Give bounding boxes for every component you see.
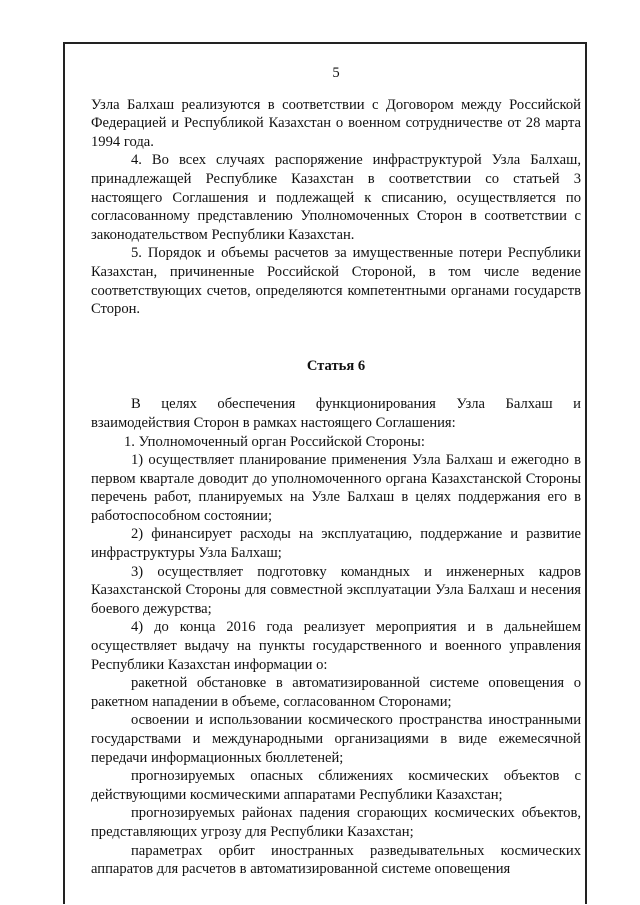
subpoint-2: 2) финансирует расходы на эксплуатацию, поддержание и развитие инфраструктуры Узла Балхаш; [91, 526, 581, 562]
article-heading: Статья 6 [306, 357, 366, 374]
paragraph-item-4: 4. Во всех случаях распоряжение инфраструктурой Узла Балхаш, принадлежащей Республике Казахстан в соответствии со статьей 3 настоящего Соглашения и подлежащей к списанию, осуществляется по согласованному представлению Уполномоченных Сторон в соответствии с законодательством Республики Казахстан. [91, 152, 581, 243]
info-item-fall-areas: прогнозируемых районах падения сгорающих космических объектов, представляющих угрозу для Республики Казахстан; [91, 805, 581, 840]
subpoint-3: 3) осуществляет подготовку командных и инженерных кадров Казахстанской Стороны для совместной эксплуатации Узла Балхаш и несения боевого дежурства; [91, 563, 581, 617]
paragraph-item-5: 5. Порядок и объемы расчетов за имущественные потери Республики Казахстан, причиненные Российской Стороной, в том числе ведение соответствующих счетов, определяются компетентными органами государств Сторон. [91, 245, 581, 318]
document-body [91, 64, 581, 879]
article-point-1: 1. Уполномоченный орган Российской Стороны: [124, 433, 425, 450]
paragraph-continuation: Узла Балхаш реализуются в соответствии с Договором между Российской Федерацией и Республикой Казахстан о военном сотрудничестве от 28 марта 1994 года. [91, 96, 581, 150]
subpoint-4: 4) до конца 2016 года реализует мероприятия и в дальнейшем осуществляет выдачу на пункты государственного и военного управления Республики Казахстан информации о: [91, 619, 581, 673]
subpoint-1: 1) осуществляет планирование применения Узла Балхаш и ежегодно в первом квартале доводит до уполномоченного органа Казахстанской Стороны перечень работ, планируемых на Узле Балхаш в целях поддержания его в работоспособном состоянии; [91, 452, 581, 524]
info-item-missile: ракетной обстановке в автоматизированной системе оповещения о ракетном нападении в объеме, согласованном Сторонами; [91, 675, 581, 710]
article-intro: В целях обеспечения функционирования Узла Балхаш и взаимодействия Сторон в рамках настоящего Соглашения: [91, 396, 581, 431]
info-item-orbits: параметрах орбит иностранных разведывательных космических аппаратов для расчетов в автоматизированной системе оповещения [91, 842, 581, 878]
page-number: 5 [332, 65, 340, 81]
info-item-approaches: прогнозируемых опасных сближениях космических объектов с действующими космическими аппаратами Республики Казахстан; [91, 768, 581, 803]
info-item-space-use: освоении и использовании космического пространства иностранными государствами и международными организациями в виде ежемесячной передачи информационных бюллетеней; [91, 712, 581, 766]
